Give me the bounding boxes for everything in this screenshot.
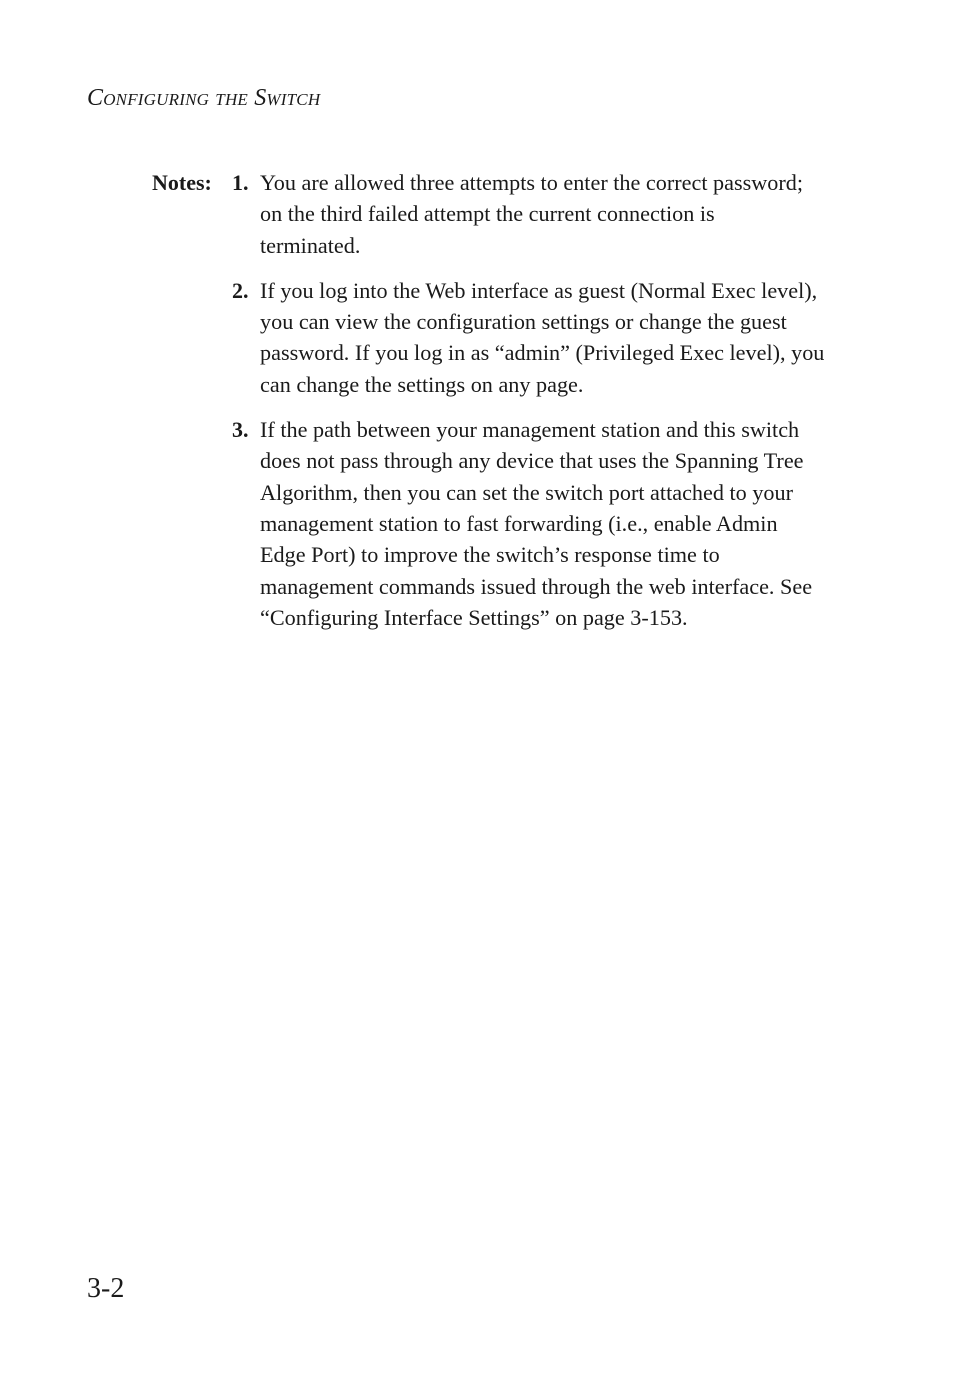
note-number: 2. — [232, 277, 249, 303]
note-number: 3. — [232, 417, 249, 443]
notes-block — [0, 167, 954, 647]
notes-label: Notes: — [152, 170, 212, 195]
note-item — [229, 414, 849, 633]
note-text: If you log into the Web interface as guest (Normal Exec level), you can view the configuration settings or change the guest password. If you log in as “admin” (Privileged Exec level), you can change the settings on any page. — [260, 277, 825, 397]
note-text: If the path between your management station and this switch does not pass through any device that uses the Spanning Tree Algorithm, then you can set the switch port attached to your management station to fast forwarding (i.e., enable Admin Edge Port) to improve the switch’s response time to management commands issued through the web interface. See “Configuring Interface Settings” on page 3-153. — [260, 417, 813, 630]
running-header: Configuring the Switch — [87, 85, 321, 111]
note-item — [229, 167, 849, 261]
note-number: 1. — [232, 170, 249, 195]
note-item — [229, 275, 849, 400]
note-text: You are allowed three attempts to enter the correct password; on the third failed attempt the current connection is terminated. — [260, 170, 804, 258]
page-number: 3-2 — [87, 1273, 125, 1304]
